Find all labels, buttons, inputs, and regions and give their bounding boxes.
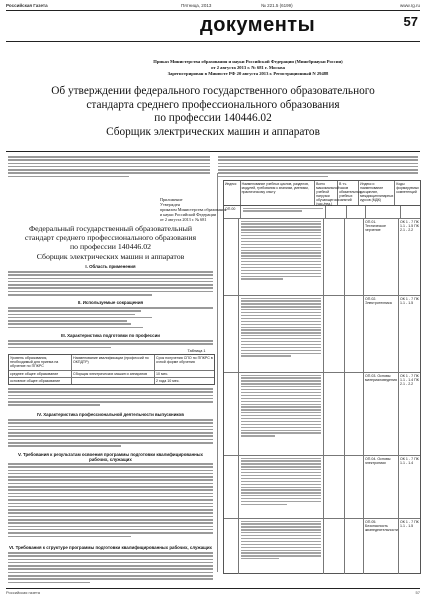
standard-title	[8, 224, 213, 261]
footer-paper: Российская газета	[6, 590, 40, 595]
table-row	[224, 519, 420, 574]
table-row	[224, 373, 420, 456]
top-rule	[6, 10, 420, 11]
table-row	[224, 181, 420, 206]
table-cell	[224, 519, 239, 574]
column-divider	[217, 173, 218, 572]
table-cell: ОП.05. Безопасность жизнедеятельности	[364, 519, 399, 574]
masthead	[6, 3, 420, 10]
table-cell	[345, 519, 364, 574]
table-header-cell: Всего максимальной учебной нагрузки обучающегося (час./нед.)	[316, 182, 340, 206]
order-date: от 2 августа 2013 г. № 681 г. Москва	[211, 65, 285, 70]
table-header-cell: Уровень образования, необходимый для приема на обучение по ППКРС	[9, 355, 72, 370]
section-3-continued	[8, 388, 213, 408]
section-heading-3: III. Характеристика подготовки по профессии	[61, 333, 160, 338]
table-cell: среднее общее образование	[9, 371, 72, 377]
table-cell	[347, 206, 366, 218]
section-heading-4: IV. Характеристика профессиональной деятельности выпускников	[37, 412, 184, 417]
table-cell: ОК 1 - 7 ПК 1.1 - 1.5 ПК 2.1 - 2.2	[400, 220, 419, 232]
table-row	[224, 456, 420, 519]
table-cell: ОК 1 - 7 ПК 1.1 - 1.4	[400, 457, 419, 465]
standard-title-line-4: Сборщик электрических машин и аппаратов	[36, 251, 185, 261]
headline-rule	[6, 151, 420, 152]
approval-block	[160, 197, 226, 222]
order-registration: Зарегистрирован в Минюсте РФ 20 августа 2013 г. Регистрационный N 29488	[167, 71, 329, 76]
section-5-text	[8, 463, 213, 539]
section-6-text	[8, 552, 213, 585]
section-title: документы	[200, 14, 316, 36]
table-cell: ОК 1 - 7 ПК 1.1 - 1.5	[400, 520, 419, 528]
table-cell: ОК 1 - 7 ПК 1.1 - 1.5	[400, 297, 419, 305]
headline-line-2: стандарта среднего профессионального образования	[86, 98, 340, 111]
table-cell	[72, 378, 155, 384]
table-cell: ОП.04. Основы электроники	[364, 456, 399, 518]
table-cell	[239, 373, 324, 455]
table-cell	[324, 296, 345, 372]
table-row	[9, 378, 214, 384]
table-row	[9, 355, 214, 371]
table-header-cell: Наименование квалификации (профессий по ОКПДТР)	[72, 355, 155, 370]
table-1	[8, 354, 215, 385]
standard-title-line-2: стандарт среднего профессионального образования	[24, 233, 197, 243]
section-4-text	[8, 419, 213, 449]
section-heading-5: V. Требования к результатам освоения программы подготовки квалифицированных рабочих, служащих	[18, 452, 203, 462]
section-heading-6: VI. Требования к структуре программы подготовки квалифицированных рабочих, служащих	[9, 545, 212, 550]
headline	[8, 85, 418, 139]
page-number: 57	[403, 14, 418, 29]
table-cell: 2 года 10 мес.	[156, 378, 180, 383]
footer-page-number: 57	[415, 590, 420, 595]
footer	[6, 590, 420, 596]
curriculum-table	[223, 180, 421, 574]
masthead-site: www.rg.ru	[399, 3, 420, 8]
intro-text-left	[8, 156, 210, 179]
table-cell: Сборщик электрических машин и аппаратов	[72, 371, 155, 377]
table-cell	[345, 456, 364, 518]
table-cell	[324, 373, 345, 455]
approval-line-2: Утвержден	[160, 202, 180, 207]
masthead-paper: Российская Газета	[6, 3, 48, 8]
table-header-cell: Индекс и наименование дисциплин, междисциплинарных курсов (МДК)	[359, 181, 395, 205]
table-cell	[239, 456, 324, 518]
table-cell: ОП.02. Электротехника	[364, 296, 399, 372]
table-row	[224, 296, 420, 373]
standard-title-line-1: Федеральный государственный образовательный	[28, 224, 193, 233]
headline-line-4: Сборщик электрических машин и аппаратов	[106, 125, 320, 138]
table-cell	[345, 373, 364, 455]
table-cell	[224, 373, 239, 455]
table-cell: ОК 1 - 7 ПК 1.1 - 1.4 ПК 2.1 - 2.2	[400, 374, 419, 386]
approval-line-5: от 2 августа 2013 г. № 681	[160, 217, 207, 222]
table-header-cell: Коды формируемых компетенций	[396, 182, 419, 194]
footer-rule	[6, 588, 420, 589]
table-cell	[224, 456, 239, 518]
table-cell	[241, 206, 326, 218]
table-header-cell: Срок получения СПО по ППКРС в очной форме обучения	[156, 356, 213, 365]
table-header-cell: В т.ч. часов обязательных учебных занятий	[338, 181, 359, 205]
standard-title-line-3: по профессии 140446.02	[69, 242, 152, 252]
table-cell	[324, 219, 345, 295]
table-cell	[345, 219, 364, 295]
order-title: Приказ Министерства образования и науки Российской Федерации (Минобрнауки России)	[153, 59, 343, 64]
table-row	[224, 219, 420, 296]
table-1-caption: Таблица 1	[187, 349, 206, 353]
masthead-issue: № 221.5 (6199)	[261, 3, 293, 8]
section-heading-1: I. Область применения	[85, 264, 136, 269]
table-cell	[239, 219, 324, 295]
masthead-date: Пятница, 2013	[181, 3, 212, 8]
headline-line-3: по профессии 140446.02	[154, 112, 272, 124]
header-rule	[6, 41, 420, 42]
table-header-cell: Индекс	[224, 181, 241, 205]
table-cell: ОП.00	[224, 206, 241, 218]
table-cell	[239, 296, 324, 372]
section-1-text	[8, 271, 213, 297]
table-cell	[239, 519, 324, 574]
table-cell	[324, 519, 345, 574]
table-cell	[366, 206, 401, 218]
table-cell: ОП.01. Техническое черчение	[364, 219, 399, 295]
table-header-cell: Наименование учебных циклов, разделов, модулей, требования к знаниям, умениям, практическому опыту	[241, 181, 316, 205]
table-cell	[345, 296, 364, 372]
section-heading-2: II. Используемые сокращения	[77, 300, 144, 305]
intro-text-right	[218, 156, 418, 179]
table-row	[224, 206, 420, 219]
table-cell	[224, 219, 239, 295]
table-row	[9, 371, 214, 378]
table-cell	[224, 296, 239, 372]
order-block	[90, 59, 406, 77]
table-cell: ОП.03. Основы материаловедения	[364, 373, 399, 455]
approval-line-4: и науки Российской Федерации	[160, 212, 217, 217]
headline-line-1: Об утверждении федерального государственного образовательного	[51, 85, 375, 97]
table-cell: основное общее образование	[9, 378, 72, 384]
table-cell	[326, 206, 347, 218]
section-2-text	[8, 307, 213, 330]
table-cell	[401, 206, 420, 218]
approval-line-3: приказом Министерства образования	[160, 207, 227, 212]
approval-line-1: Приложение	[160, 197, 183, 202]
table-cell	[324, 456, 345, 518]
table-cell: 10 мес.	[156, 371, 169, 376]
